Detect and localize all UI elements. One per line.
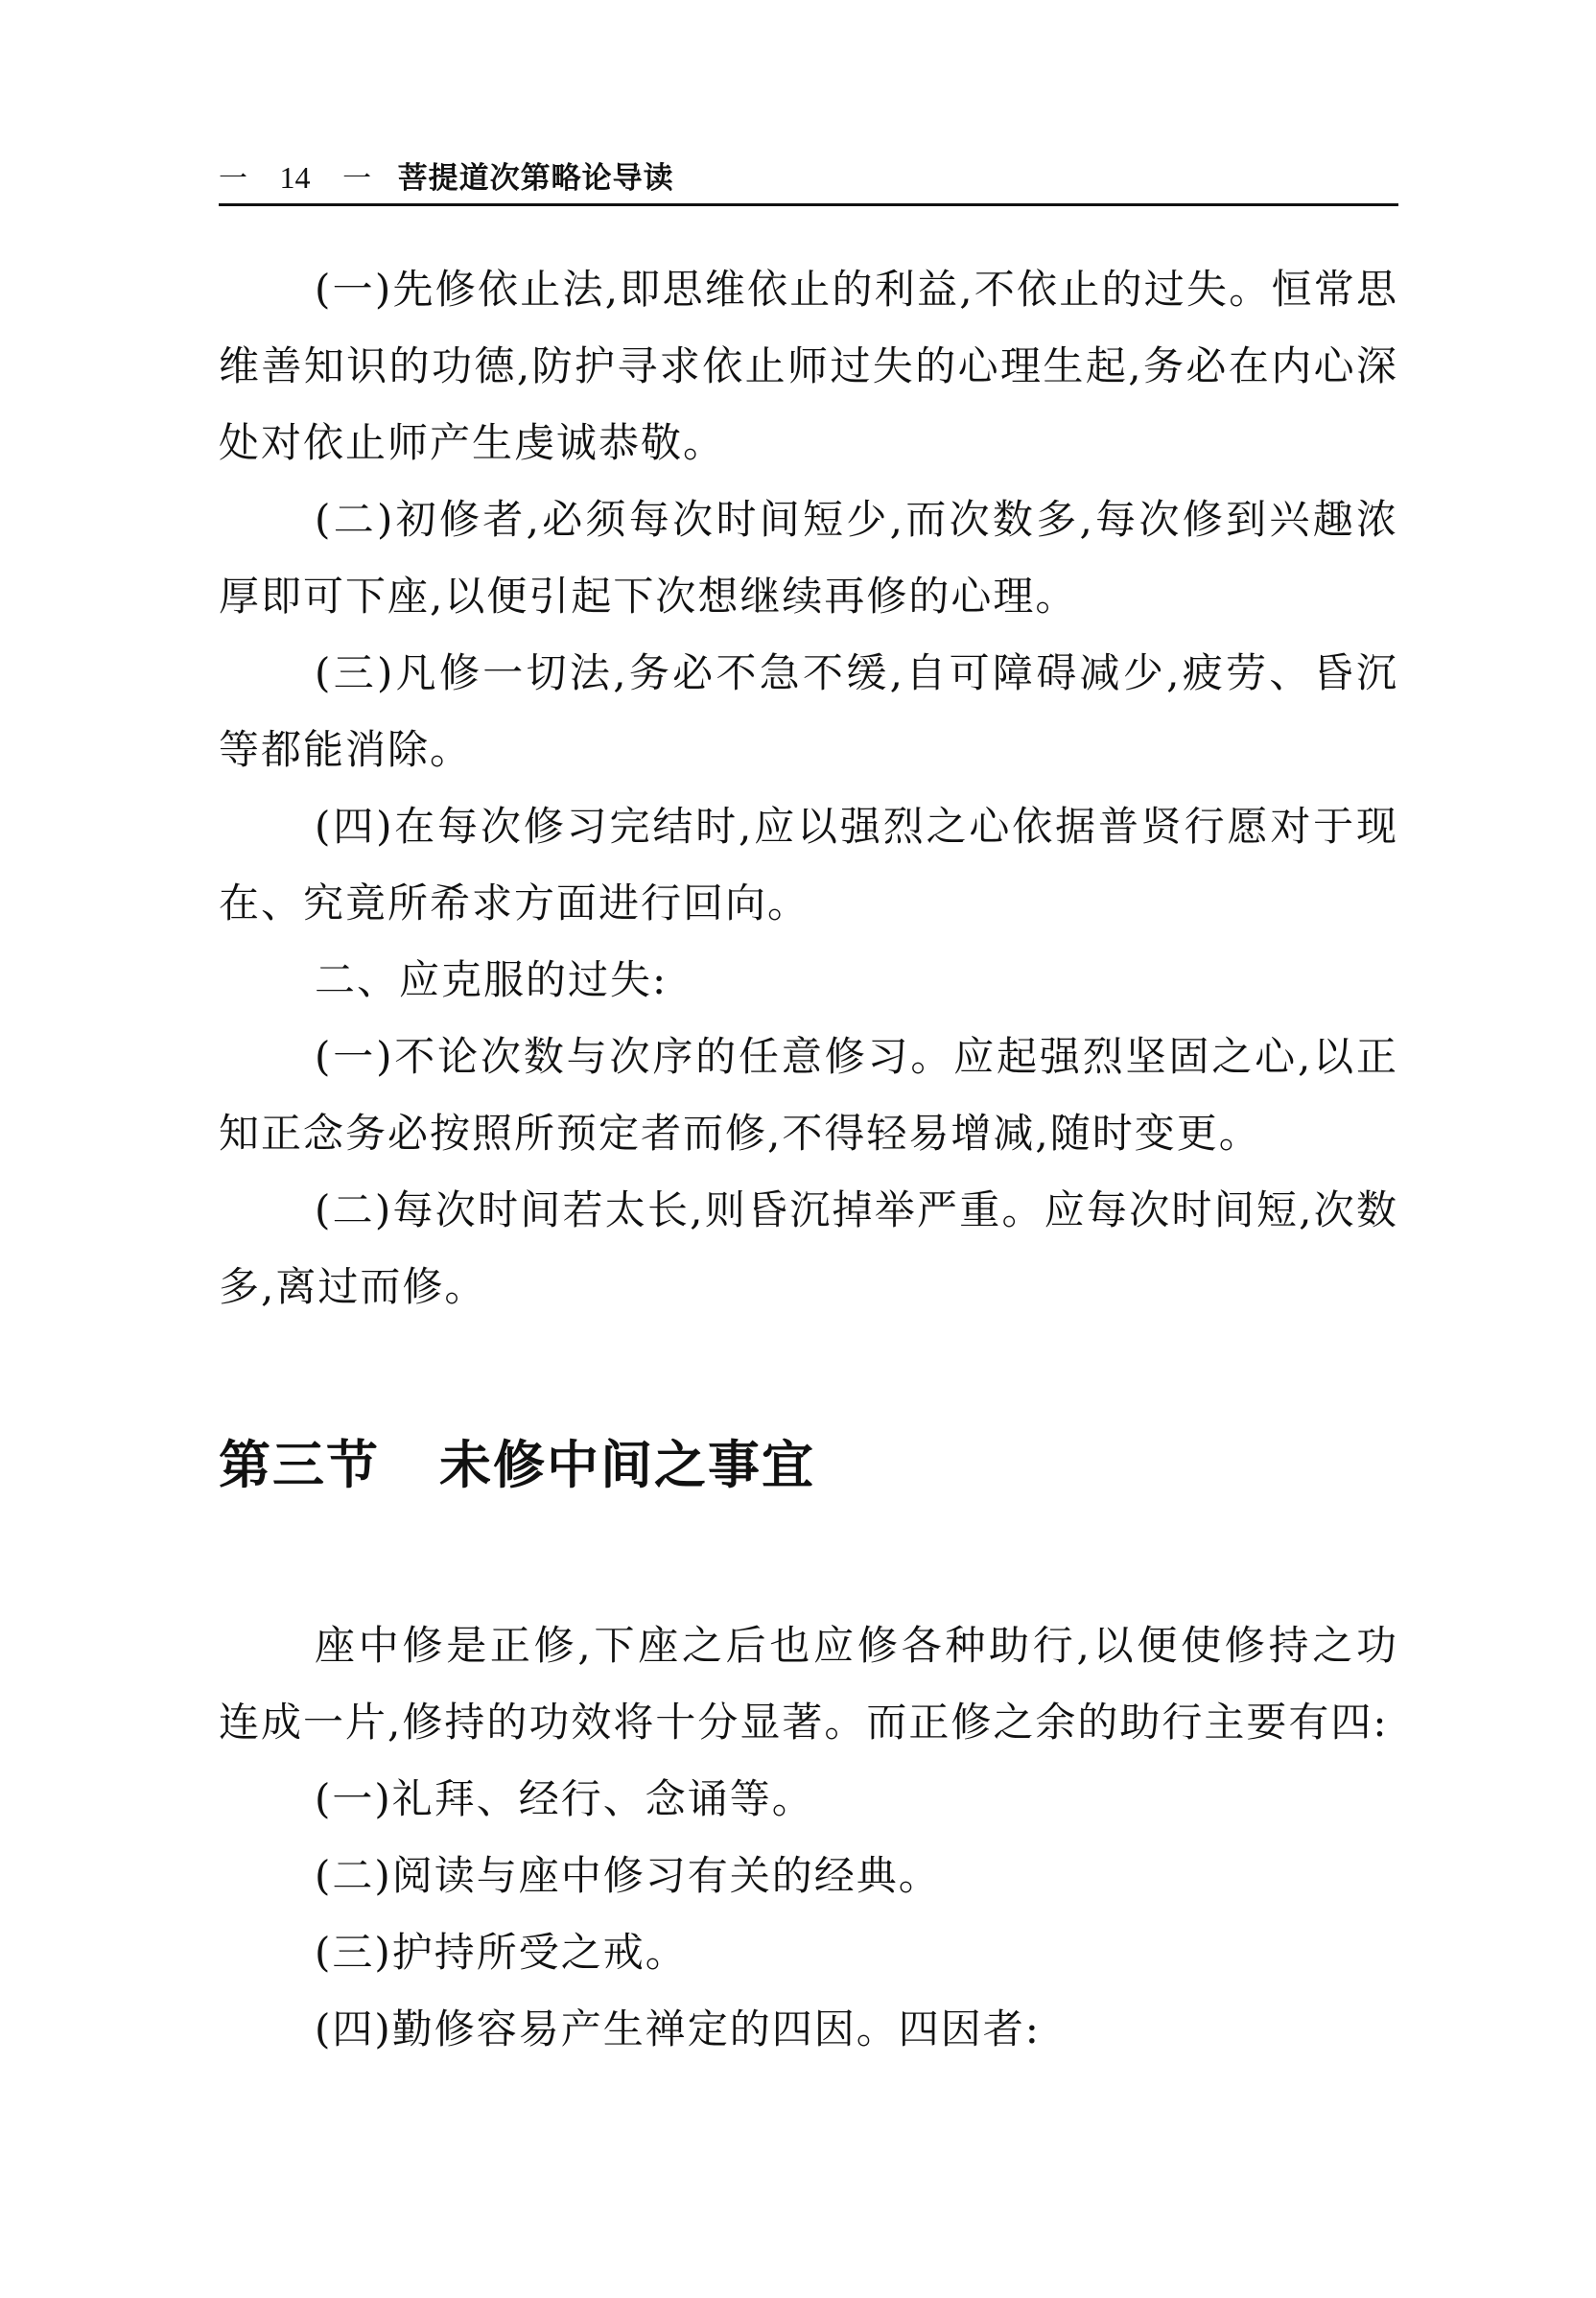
header-rule bbox=[219, 203, 1398, 206]
paragraph: (二)每次时间若太长,则昏沉掉举严重。应每次时间短,次数多,离过而修。 bbox=[219, 1186, 1398, 1310]
section-number: 第三节 bbox=[219, 1435, 380, 1495]
paragraph: (一)礼拜、经行、念诵等。 bbox=[315, 1775, 814, 1822]
paragraph: (三)护持所受之戒。 bbox=[315, 1929, 688, 1976]
paragraph: (四)勤修容易产生禅定的四因。四因者: bbox=[315, 2005, 1041, 2052]
paragraph: (一)先修依止法,即思维依止的利益,不依止的过失。恒常思维善知识的功德,防护寻求依止师过失的心理生起,务必在内心深处对依止师产生虔诚恭敬。 bbox=[219, 266, 1398, 466]
running-header bbox=[219, 153, 1398, 201]
header-dash-left: 一 bbox=[219, 162, 247, 196]
section-heading bbox=[219, 1427, 1398, 1504]
body-text-section-a bbox=[219, 251, 1398, 1325]
paragraph: (四)在每次修习完结时,应以强烈之心依据普贤行愿对于现在、究竟所希求方面进行回向。 bbox=[219, 803, 1398, 926]
body-text-section-b bbox=[219, 1607, 1398, 2068]
paragraph: (一)不论次数与次序的任意修习。应起强烈坚固之心,以正知正念务必按照所预定者而修,不得轻易增减,随时变更。 bbox=[219, 1033, 1398, 1157]
header-dash-right: 一 bbox=[342, 162, 372, 196]
paragraph: (二)初修者,必须每次时间短少,而次数多,每次修到兴趣浓厚即可下座,以便引起下次想继续再修的心理。 bbox=[219, 496, 1398, 620]
paragraph: 二、应克服的过失: bbox=[315, 956, 669, 1003]
paragraph: 座中修是正修,下座之后也应修各种助行,以便使修持之功连成一片,修持的功效将十分显著。而正修之余的助行主要有四: bbox=[219, 1622, 1398, 1746]
paragraph: (二)阅读与座中修习有关的经典。 bbox=[315, 1852, 941, 1899]
paragraph: (三)凡修一切法,务必不急不缓,自可障碍减少,疲劳、昏沉等都能消除。 bbox=[219, 649, 1398, 773]
page-number: 14 bbox=[279, 160, 311, 195]
section-title-text: 未修中间之事宜 bbox=[439, 1435, 815, 1495]
book-title: 菩提道次第略论导读 bbox=[397, 161, 674, 196]
